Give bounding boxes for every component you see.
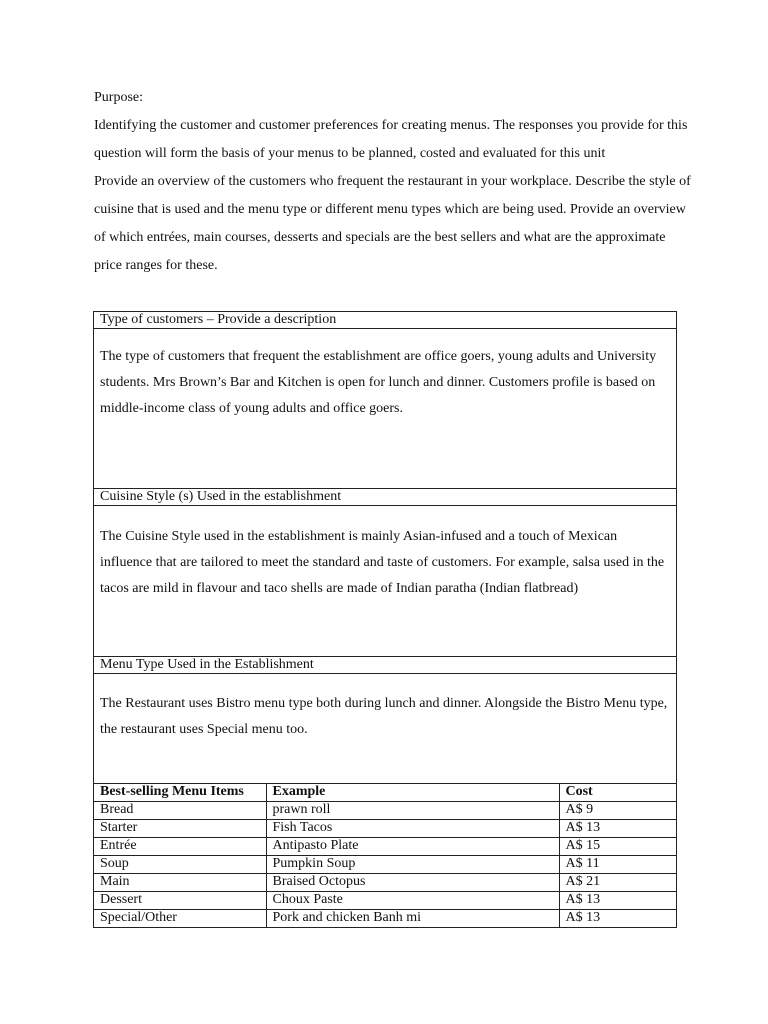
menu-item-cost: A$ 11 xyxy=(559,856,676,874)
menu-item-category: Dessert xyxy=(94,892,266,910)
column-header-items: Best-selling Menu Items xyxy=(94,784,266,802)
table-row xyxy=(94,802,676,820)
menu-item-category: Bread xyxy=(94,802,266,820)
menu-item-category: Main xyxy=(94,874,266,892)
menu-item-category: Entrée xyxy=(94,838,266,856)
table-row xyxy=(94,892,676,910)
intro-section xyxy=(94,84,694,280)
menu-item-category: Special/Other xyxy=(94,910,266,928)
menu-item-cost: A$ 13 xyxy=(559,820,676,838)
column-header-cost: Cost xyxy=(559,784,676,802)
menu-type-heading: Menu Type Used in the Establishment xyxy=(94,657,676,674)
table-row xyxy=(94,838,676,856)
table-row xyxy=(94,874,676,892)
menu-item-cost: A$ 13 xyxy=(559,892,676,910)
menu-item-example: prawn roll xyxy=(266,802,559,820)
best-selling-menu-table xyxy=(94,784,676,927)
cuisine-description xyxy=(94,506,676,657)
menu-item-example: Pork and chicken Banh mi xyxy=(266,910,559,928)
column-header-example: Example xyxy=(266,784,559,802)
customers-heading: Type of customers – Provide a description xyxy=(94,312,676,329)
table-header-row xyxy=(94,784,676,802)
menu-item-cost: A$ 21 xyxy=(559,874,676,892)
menu-item-example: Choux Paste xyxy=(266,892,559,910)
menu-item-example: Braised Octopus xyxy=(266,874,559,892)
instructions-paragraph: Provide an overview of the customers who frequent the restaurant in your workplace. Describe the style of cuisine that is used and the menu type or different menu types which are being used. Provide an overview of which entrées, main courses, desserts and specials are the best sellers and what are the approximate price ranges for these. xyxy=(94,174,691,273)
menu-type-text: The Restaurant uses Bistro menu type both during lunch and dinner. Alongside the Bistro Menu type, the restaurant uses Special menu too. xyxy=(100,696,668,737)
menu-item-category: Starter xyxy=(94,820,266,838)
response-table xyxy=(93,311,677,928)
menu-item-cost: A$ 9 xyxy=(559,802,676,820)
cuisine-text: The Cuisine Style used in the establishment is mainly Asian-infused and a touch of Mexican influence that are tailored to meet the standard and taste of customers. For example, salsa used in the tacos are mild in flavour and taco shells are made of Indian paratha (Indian flatbread) xyxy=(100,529,665,596)
menu-type-description xyxy=(94,674,676,784)
table-row xyxy=(94,910,676,928)
menu-item-example: Fish Tacos xyxy=(266,820,559,838)
customers-text: The type of customers that frequent the establishment are office goers, young adults and University students. Mrs Brown’s Bar and Kitchen is open for lunch and dinner. Customers profile is based on middle-income class of young adults and office goers. xyxy=(100,349,657,416)
customers-description xyxy=(94,329,676,489)
menu-item-cost: A$ 15 xyxy=(559,838,676,856)
cuisine-heading: Cuisine Style (s) Used in the establishment xyxy=(94,489,676,506)
menu-item-category: Soup xyxy=(94,856,266,874)
purpose-label: Purpose: xyxy=(94,90,143,105)
purpose-paragraph: Identifying the customer and customer preferences for creating menus. The responses you provide for this question will form the basis of your menus to be planned, costed and evaluated for this unit xyxy=(94,118,688,161)
menu-item-example: Antipasto Plate xyxy=(266,838,559,856)
menu-item-cost: A$ 13 xyxy=(559,910,676,928)
menu-item-example: Pumpkin Soup xyxy=(266,856,559,874)
table-row xyxy=(94,856,676,874)
table-row xyxy=(94,820,676,838)
